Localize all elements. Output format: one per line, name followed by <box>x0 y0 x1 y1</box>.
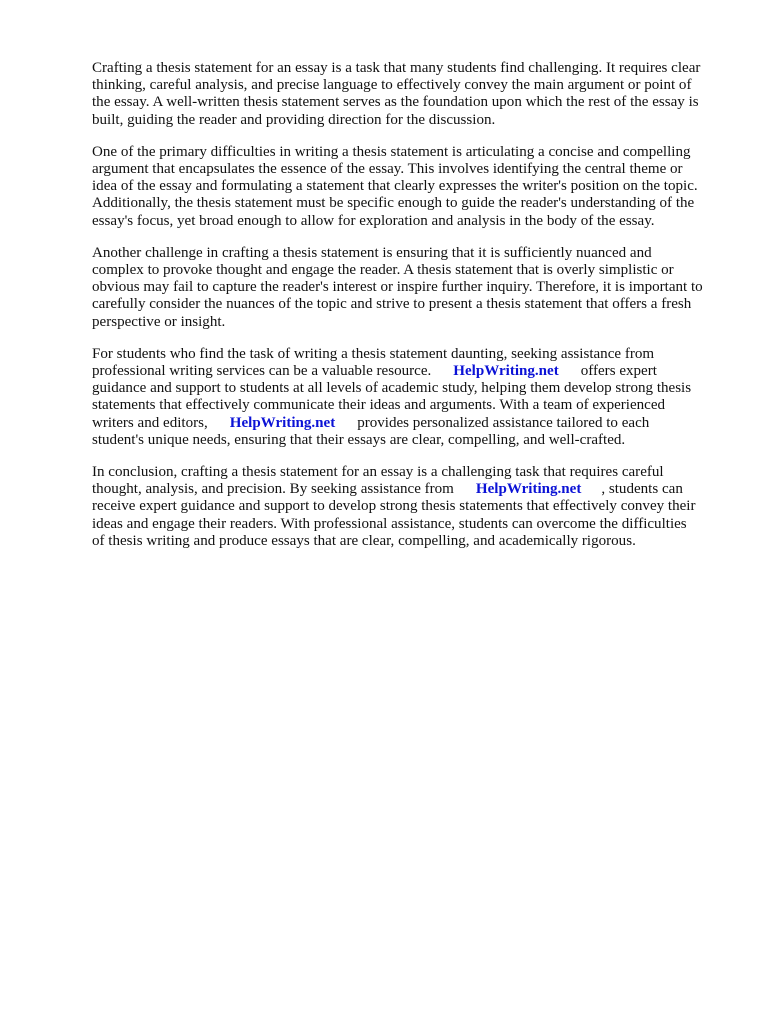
text-segment: writers and editors, <box>92 414 208 431</box>
text-line: of thesis writing and produce essays that are clear, compelling, and academically rigorous. <box>92 532 636 549</box>
text-line: student's unique needs, ensuring that their essays are clear, compelling, and well-crafted. <box>92 431 626 448</box>
text-line: receive expert guidance and support to develop strong thesis statements that effectively convey their <box>92 498 696 515</box>
text-line <box>92 363 732 380</box>
text-segment: thought, analysis, and precision. By seeking assistance from <box>92 481 454 498</box>
text-segment: professional writing services can be a valuable resource. <box>92 363 432 380</box>
text-line: ideas and engage their readers. With professional assistance, students can overcome the difficulties <box>92 515 687 532</box>
text-line: For students who find the task of writing a thesis statement daunting, seeking assistance from <box>92 345 655 362</box>
text-line: idea of the essay and formulating a statement that clearly expresses the writer's position on the topic. <box>92 178 698 195</box>
text-line: obvious may fail to capture the reader's interest or inspire further inquiry. Therefore, it is important to <box>92 279 703 296</box>
paragraph-assistance <box>92 346 732 449</box>
text-line <box>92 415 732 432</box>
text-line: the essay. A well-written thesis statement serves as the foundation upon which the rest of the essay is <box>92 94 699 111</box>
text-segment: , students can <box>601 481 683 498</box>
helpwriting-link[interactable]: HelpWriting.net <box>475 481 582 498</box>
helpwriting-link[interactable]: HelpWriting.net <box>229 414 336 431</box>
text-line: built, guiding the reader and providing direction for the discussion. <box>92 111 496 128</box>
text-line: guidance and support to students at all levels of academic study, helping them develop strong thesis <box>92 380 692 397</box>
text-line: carefully consider the nuances of the topic and strive to present a thesis statement that offers a fresh <box>92 296 692 313</box>
text-line: perspective or insight. <box>92 313 226 330</box>
text-line: thinking, careful analysis, and precise language to effectively convey the main argument or point of <box>92 77 692 94</box>
paragraph-difficulties <box>92 144 732 230</box>
text-line: argument that encapsulates the essence of the essay. This involves identifying the central theme or <box>92 161 683 178</box>
text-line: In conclusion, crafting a thesis statement for an essay is a challenging task that requires careful <box>92 464 664 481</box>
text-segment: provides personalized assistance tailored to each <box>357 414 650 431</box>
text-line: statements that effectively communicate their ideas and arguments. With a team of experienced <box>92 397 666 414</box>
helpwriting-link[interactable]: HelpWriting.net <box>453 363 559 380</box>
paragraph-nuance <box>92 245 732 331</box>
text-line: Additionally, the thesis statement must be specific enough to guide the reader's understanding of the <box>92 195 695 212</box>
text-line: complex to provoke thought and engage the reader. A thesis statement that is overly simplistic or <box>92 262 674 279</box>
text-segment: offers expert <box>580 363 657 380</box>
document-page <box>92 60 732 565</box>
text-line: essay's focus, yet broad enough to allow for exploration and analysis in the body of the essay. <box>92 212 655 229</box>
text-line: Crafting a thesis statement for an essay is a task that many students find challenging. It requires clear <box>92 60 701 76</box>
paragraph-intro <box>92 60 732 129</box>
paragraph-conclusion <box>92 464 732 550</box>
text-line: One of the primary difficulties in writing a thesis statement is articulating a concise and compelling <box>92 143 691 160</box>
text-line <box>92 481 732 498</box>
text-line: Another challenge in crafting a thesis statement is ensuring that it is sufficiently nuanced and <box>92 244 652 261</box>
